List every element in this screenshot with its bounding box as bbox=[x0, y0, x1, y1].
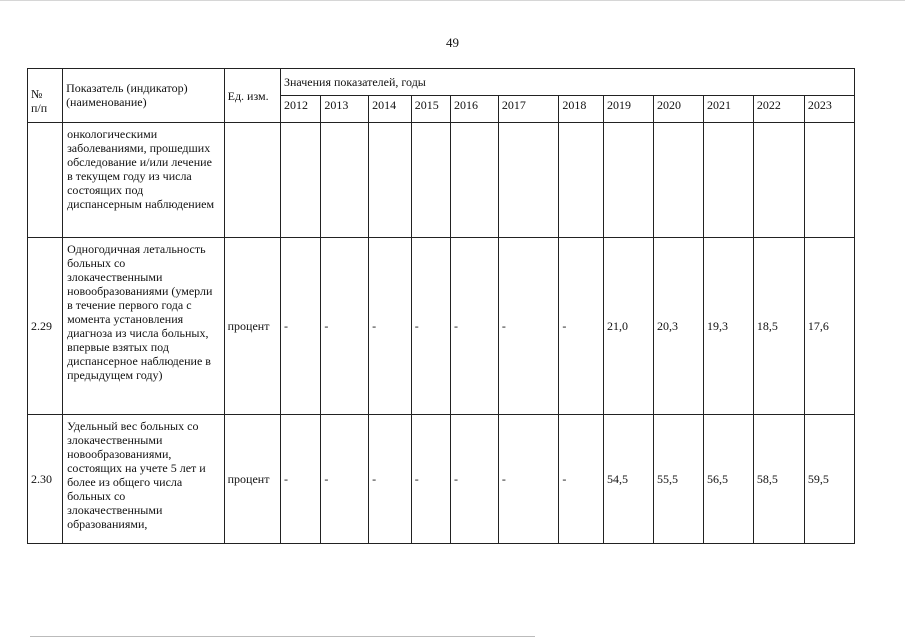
row-value: 59,5 bbox=[804, 415, 854, 544]
page-number: 49 bbox=[446, 35, 459, 50]
row-value: - bbox=[498, 238, 559, 415]
header-year: 2022 bbox=[753, 96, 804, 123]
header-unit: Ед. изм. bbox=[224, 69, 280, 123]
row-value: - bbox=[321, 415, 369, 544]
row-value: 55,5 bbox=[654, 415, 704, 544]
row-value bbox=[703, 123, 753, 238]
row-value: - bbox=[451, 415, 499, 544]
header-number: № п/п bbox=[28, 69, 63, 123]
table-header-row bbox=[28, 69, 855, 96]
row-value: 20,3 bbox=[654, 238, 704, 415]
row-value: 56,5 bbox=[703, 415, 753, 544]
row-value: - bbox=[369, 238, 412, 415]
header-year: 2015 bbox=[411, 96, 450, 123]
indicators-table bbox=[27, 68, 855, 544]
row-value: 18,5 bbox=[753, 238, 804, 415]
row-value bbox=[369, 123, 412, 238]
row-value: - bbox=[451, 238, 499, 415]
row-value bbox=[498, 123, 559, 238]
row-number bbox=[28, 123, 63, 238]
header-indicator: Показатель (индикатор) (наименование) bbox=[63, 69, 225, 123]
row-value: - bbox=[280, 415, 320, 544]
row-unit: процент bbox=[224, 238, 280, 415]
header-year: 2019 bbox=[604, 96, 654, 123]
row-value: 19,3 bbox=[703, 238, 753, 415]
row-value: - bbox=[498, 415, 559, 544]
row-unit bbox=[224, 123, 280, 238]
row-value bbox=[411, 123, 450, 238]
row-indicator-name: онкологическими заболеваниями, прошедших обследование и/или лечение в текущем году из числа состоящих под диспансерным наблюдением bbox=[63, 123, 225, 238]
row-value bbox=[804, 123, 854, 238]
header-values-group: Значения показателей, годы bbox=[280, 69, 854, 96]
header-year: 2014 bbox=[369, 96, 412, 123]
table-row bbox=[28, 415, 855, 544]
row-value: 17,6 bbox=[804, 238, 854, 415]
header-year: 2013 bbox=[321, 96, 369, 123]
header-year: 2012 bbox=[280, 96, 320, 123]
row-number: 2.29 bbox=[28, 238, 63, 415]
header-year: 2016 bbox=[451, 96, 499, 123]
row-value: - bbox=[411, 238, 450, 415]
row-value: - bbox=[321, 238, 369, 415]
table-row bbox=[28, 238, 855, 415]
scan-artifact-line bbox=[30, 636, 535, 637]
row-value: - bbox=[280, 238, 320, 415]
header-year: 2018 bbox=[559, 96, 604, 123]
row-value bbox=[753, 123, 804, 238]
row-number: 2.30 bbox=[28, 415, 63, 544]
row-value bbox=[451, 123, 499, 238]
table-row bbox=[28, 123, 855, 238]
row-value bbox=[604, 123, 654, 238]
row-value: - bbox=[559, 238, 604, 415]
row-value bbox=[280, 123, 320, 238]
row-value: - bbox=[411, 415, 450, 544]
row-value bbox=[559, 123, 604, 238]
row-value: 21,0 bbox=[604, 238, 654, 415]
header-year: 2021 bbox=[703, 96, 753, 123]
header-year: 2017 bbox=[498, 96, 559, 123]
row-indicator-name: Одногодичная летальность больных со злокачественными новообразованиями (умерли в течение первого года с момента установления диагноза из числа больных, впервые взятых под диспансерное наблюдение в предыдущем году) bbox=[63, 238, 225, 415]
row-value bbox=[654, 123, 704, 238]
header-year: 2020 bbox=[654, 96, 704, 123]
row-unit: процент bbox=[224, 415, 280, 544]
row-value: 54,5 bbox=[604, 415, 654, 544]
header-year: 2023 bbox=[804, 96, 854, 123]
row-value: 58,5 bbox=[753, 415, 804, 544]
row-value: - bbox=[369, 415, 412, 544]
row-indicator-name: Удельный вес больных со злокачественными новообразованиями, состоящих на учете 5 лет и более из общего числа больных со злокачественными образованиями, bbox=[63, 415, 225, 544]
row-value bbox=[321, 123, 369, 238]
row-value: - bbox=[559, 415, 604, 544]
scan-top-edge bbox=[0, 0, 905, 1]
